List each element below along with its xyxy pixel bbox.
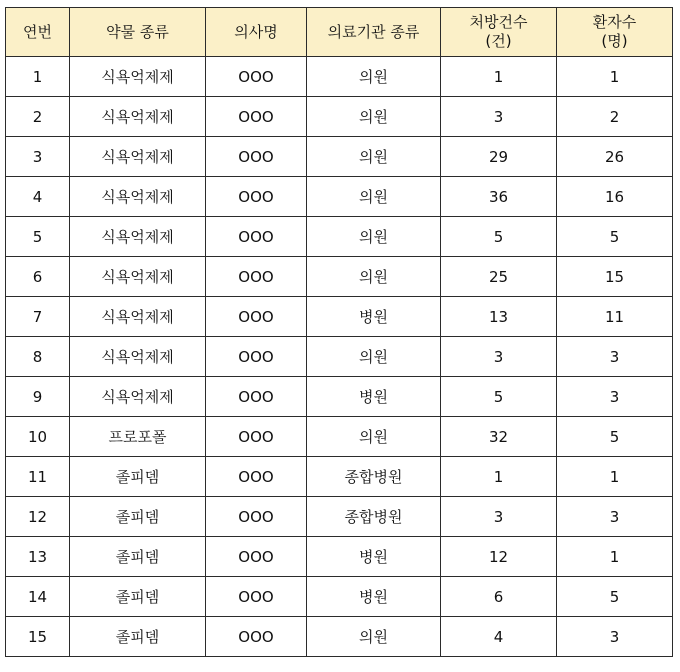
cell-patient-count: 3: [557, 377, 673, 417]
table-row: [6, 617, 673, 657]
cell-drug-type: 졸피뎀: [70, 577, 206, 617]
table-row: [6, 497, 673, 537]
cell-prescription-count: 6: [441, 577, 557, 617]
col-header-institution-type: [307, 8, 441, 57]
cell-patient-count: 26: [557, 137, 673, 177]
cell-doctor-name: OOO: [206, 537, 307, 577]
cell-patient-count: 3: [557, 337, 673, 377]
cell-prescription-count: 32: [441, 417, 557, 457]
cell-institution-type: 의원: [307, 217, 441, 257]
cell-serial: 13: [6, 537, 70, 577]
cell-institution-type: 병원: [307, 377, 441, 417]
col-header-prescription-count: [441, 8, 557, 57]
cell-institution-type: 종합병원: [307, 497, 441, 537]
cell-institution-type: 의원: [307, 137, 441, 177]
cell-prescription-count: 36: [441, 177, 557, 217]
cell-serial: 7: [6, 297, 70, 337]
header-text-line: (명): [601, 32, 628, 50]
cell-prescription-count: 29: [441, 137, 557, 177]
cell-doctor-name: OOO: [206, 137, 307, 177]
cell-serial: 5: [6, 217, 70, 257]
cell-institution-type: 의원: [307, 177, 441, 217]
cell-serial: 15: [6, 617, 70, 657]
cell-serial: 10: [6, 417, 70, 457]
cell-institution-type: 의원: [307, 337, 441, 377]
cell-prescription-count: 13: [441, 297, 557, 337]
cell-doctor-name: OOO: [206, 497, 307, 537]
header-text-line: 약물 종류: [106, 22, 169, 41]
cell-doctor-name: OOO: [206, 97, 307, 137]
cell-institution-type: 병원: [307, 297, 441, 337]
cell-doctor-name: OOO: [206, 417, 307, 457]
cell-patient-count: 3: [557, 497, 673, 537]
cell-patient-count: 15: [557, 257, 673, 297]
cell-institution-type: 의원: [307, 57, 441, 97]
table-row: [6, 217, 673, 257]
table-row: [6, 377, 673, 417]
cell-drug-type: 식욕억제제: [70, 257, 206, 297]
table-row: [6, 417, 673, 457]
cell-doctor-name: OOO: [206, 577, 307, 617]
cell-institution-type: 의원: [307, 417, 441, 457]
header-text-line: 의사명: [234, 22, 278, 41]
cell-drug-type: 졸피뎀: [70, 497, 206, 537]
cell-prescription-count: 1: [441, 457, 557, 497]
col-header-doctor-name: [206, 8, 307, 57]
cell-patient-count: 5: [557, 417, 673, 457]
cell-doctor-name: OOO: [206, 297, 307, 337]
cell-institution-type: 의원: [307, 97, 441, 137]
cell-serial: 8: [6, 337, 70, 377]
cell-serial: 2: [6, 97, 70, 137]
header-text-line: 처방건수: [469, 13, 528, 31]
cell-prescription-count: 12: [441, 537, 557, 577]
cell-institution-type: 의원: [307, 617, 441, 657]
col-header-serial: [6, 8, 70, 57]
cell-drug-type: 졸피뎀: [70, 537, 206, 577]
cell-prescription-count: 5: [441, 217, 557, 257]
header-text-line: 의료기관 종류: [327, 22, 420, 41]
table-row: [6, 297, 673, 337]
cell-doctor-name: OOO: [206, 337, 307, 377]
header-text-line: (건): [485, 32, 512, 50]
cell-doctor-name: OOO: [206, 217, 307, 257]
cell-drug-type: 졸피뎀: [70, 617, 206, 657]
cell-patient-count: 1: [557, 457, 673, 497]
cell-prescription-count: 3: [441, 337, 557, 377]
cell-serial: 14: [6, 577, 70, 617]
cell-serial: 1: [6, 57, 70, 97]
cell-drug-type: 식욕억제제: [70, 297, 206, 337]
prescription-table: [5, 7, 673, 657]
cell-prescription-count: 3: [441, 97, 557, 137]
cell-prescription-count: 4: [441, 617, 557, 657]
header-text-line: 환자수: [592, 13, 637, 31]
table-header: [6, 8, 673, 57]
col-header-drug-type: [70, 8, 206, 57]
table-row: [6, 537, 673, 577]
cell-doctor-name: OOO: [206, 257, 307, 297]
cell-drug-type: 졸피뎀: [70, 457, 206, 497]
cell-serial: 6: [6, 257, 70, 297]
cell-serial: 12: [6, 497, 70, 537]
cell-prescription-count: 3: [441, 497, 557, 537]
cell-serial: 11: [6, 457, 70, 497]
cell-institution-type: 의원: [307, 257, 441, 297]
table-body: [6, 57, 673, 657]
cell-serial: 4: [6, 177, 70, 217]
cell-serial: 3: [6, 137, 70, 177]
cell-patient-count: 5: [557, 577, 673, 617]
header-row: [6, 8, 673, 57]
cell-patient-count: 11: [557, 297, 673, 337]
cell-patient-count: 2: [557, 97, 673, 137]
table-row: [6, 457, 673, 497]
cell-drug-type: 식욕억제제: [70, 137, 206, 177]
table-row: [6, 137, 673, 177]
cell-drug-type: 식욕억제제: [70, 57, 206, 97]
cell-drug-type: 식욕억제제: [70, 97, 206, 137]
cell-patient-count: 1: [557, 57, 673, 97]
header-text-line: 연번: [23, 22, 52, 41]
cell-patient-count: 16: [557, 177, 673, 217]
cell-doctor-name: OOO: [206, 177, 307, 217]
cell-drug-type: 식욕억제제: [70, 377, 206, 417]
cell-patient-count: 3: [557, 617, 673, 657]
cell-prescription-count: 25: [441, 257, 557, 297]
cell-drug-type: 식욕억제제: [70, 177, 206, 217]
cell-prescription-count: 5: [441, 377, 557, 417]
table-row: [6, 577, 673, 617]
cell-drug-type: 프로포폴: [70, 417, 206, 457]
col-header-patient-count: [557, 8, 673, 57]
table-row: [6, 177, 673, 217]
cell-doctor-name: OOO: [206, 377, 307, 417]
table-row: [6, 57, 673, 97]
cell-prescription-count: 1: [441, 57, 557, 97]
cell-doctor-name: OOO: [206, 617, 307, 657]
cell-patient-count: 1: [557, 537, 673, 577]
cell-drug-type: 식욕억제제: [70, 337, 206, 377]
cell-patient-count: 5: [557, 217, 673, 257]
cell-doctor-name: OOO: [206, 57, 307, 97]
cell-institution-type: 종합병원: [307, 457, 441, 497]
table-row: [6, 97, 673, 137]
cell-institution-type: 병원: [307, 537, 441, 577]
cell-serial: 9: [6, 377, 70, 417]
table-row: [6, 337, 673, 377]
cell-drug-type: 식욕억제제: [70, 217, 206, 257]
cell-doctor-name: OOO: [206, 457, 307, 497]
table-row: [6, 257, 673, 297]
cell-institution-type: 병원: [307, 577, 441, 617]
